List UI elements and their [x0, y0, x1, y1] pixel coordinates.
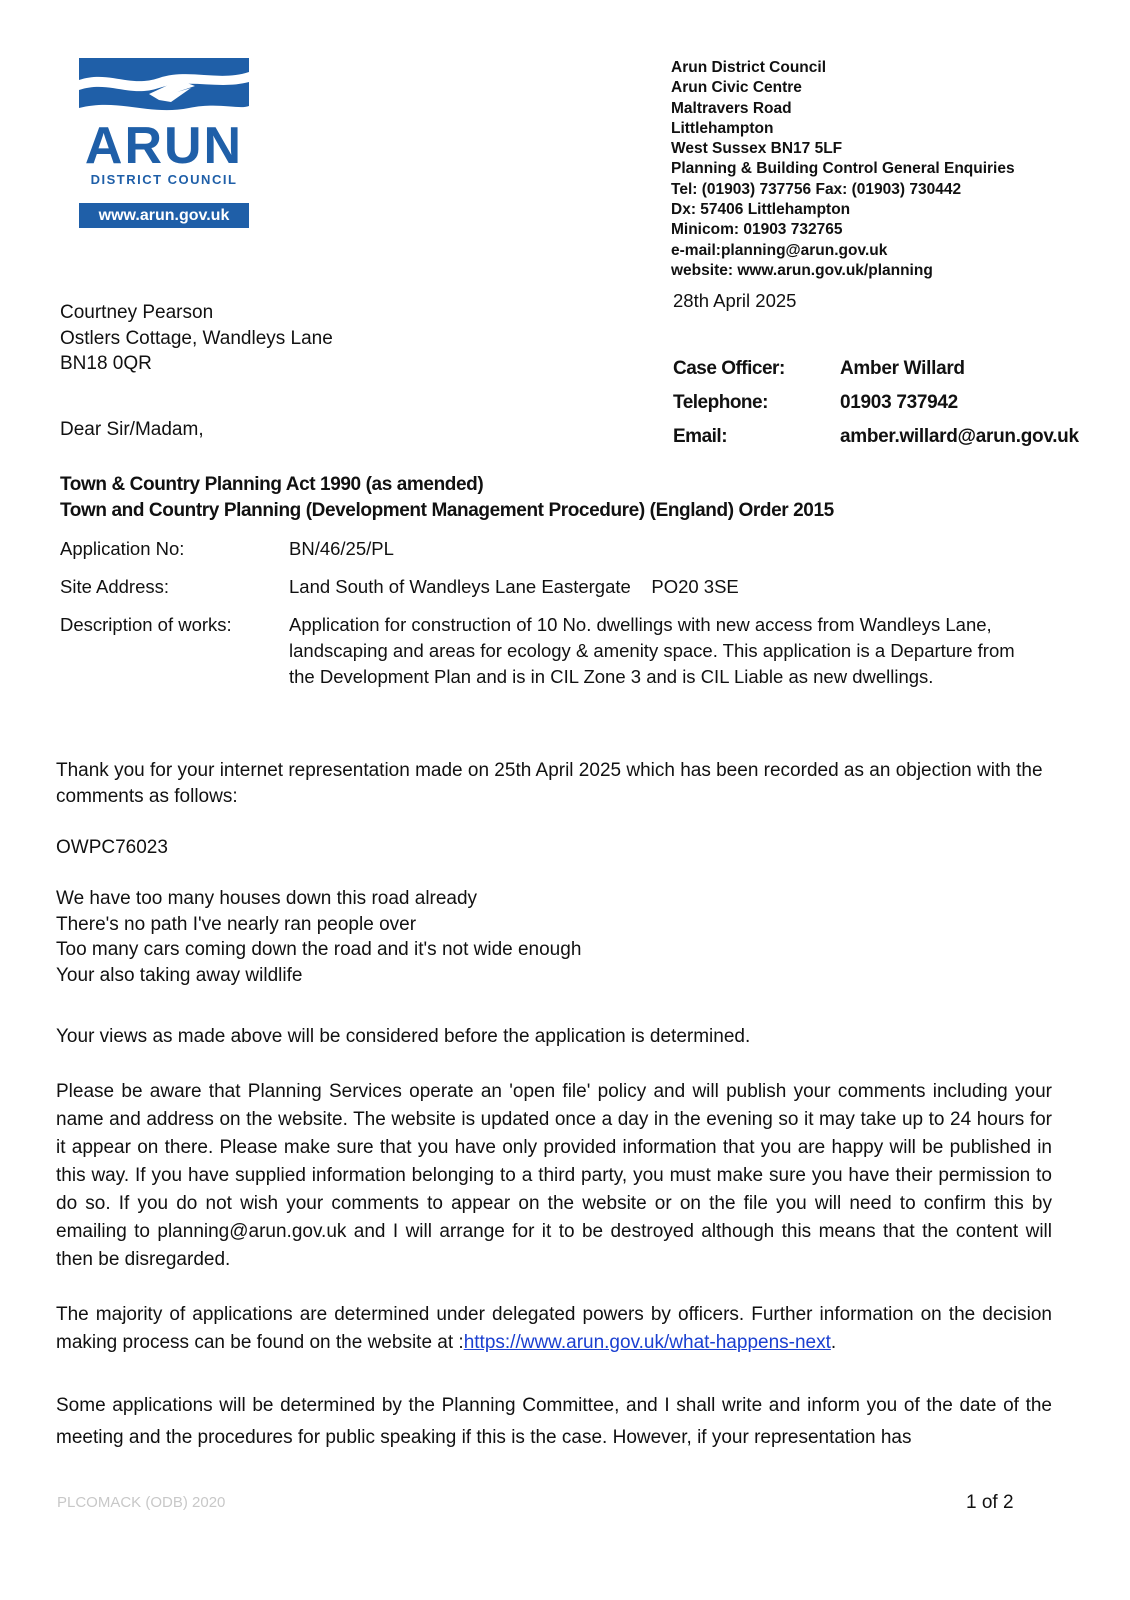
comment-line: We have too many houses down this road already	[56, 888, 478, 909]
case-officer-block	[673, 352, 1079, 454]
act-title: Town & Country Planning Act 1990 (as amended)	[60, 474, 484, 495]
council-line: Minicom: 01903 732765	[671, 221, 843, 239]
council-line: e-mail:planning@arun.gov.uk	[671, 241, 888, 259]
arun-logo	[79, 58, 249, 228]
council-line: Maltravers Road	[671, 99, 792, 117]
open-file-paragraph: Please be aware that Planning Services operate an 'open file' policy and will publish your comments including your name and address on the website. The website is updated once a day in the evening so it may take up to 24 hours for it appear on there. Please make sure that you have only provided information that you are happy will be published in this way. If you have supplied information belonging to a third party, you must make sure you have their permission to do so. If you do not wish your comments to appear on the website or on the file you will need to confirm this by emailing to planning@arun.gov.uk and I will arrange for it to be destroyed although this means that the content will then be disregarded.	[56, 1081, 1052, 1270]
logo-url: www.arun.gov.uk	[79, 203, 249, 228]
officer-email: amber.willard@arun.gov.uk	[840, 426, 1079, 447]
sentence-end: .	[830, 1332, 837, 1353]
application-no: BN/46/25/PL	[289, 538, 394, 559]
council-address	[671, 58, 1015, 281]
council-line: Littlehampton	[671, 119, 774, 137]
application-no-label: Application No:	[60, 538, 185, 559]
officer-telephone: 01903 737942	[840, 392, 958, 413]
thanks-paragraph: Thank you for your internet representation made on 25th April 2025 which has been recorded as an objection with the comments as follows:	[56, 760, 1043, 807]
recipient-address	[60, 300, 333, 377]
description-of-works: Application for construction of 10 No. dwellings with new access from Wandleys Lane, landscaping and areas for ecology & amenity space. This application is a Departure from the Development Plan and is in CIL Zone 3 and is CIL Liable as new dwellings.	[289, 614, 1015, 687]
comment-line: Too many cars coming down the road and it's not wide enough	[56, 939, 582, 960]
letter-date: 28th April 2025	[673, 290, 797, 311]
footer-reference: PLCOMACK (ODB) 2020	[57, 1494, 226, 1511]
email-label: Email:	[673, 426, 728, 447]
council-line: Arun Civic Centre	[671, 79, 802, 97]
order-title: Town and Country Planning (Development Management Procedure) (England) Order 2015	[60, 500, 834, 521]
recipient-name: Courtney Pearson	[60, 302, 214, 323]
greeting: Dear Sir/Madam,	[60, 419, 204, 440]
council-line: Dx: 57406 Littlehampton	[671, 201, 851, 219]
description-label: Description of works:	[60, 614, 232, 635]
delegated-powers-paragraph	[56, 1301, 1052, 1357]
views-paragraph: Your views as made above will be considered before the application is determined.	[56, 1026, 751, 1047]
bird-wave-emblem-icon	[79, 58, 249, 120]
telephone-label: Telephone:	[673, 392, 768, 413]
objection-comments	[56, 886, 1052, 988]
logo-subtitle: DISTRICT COUNCIL	[90, 172, 238, 187]
recipient-line: Ostlers Cottage, Wandleys Lane	[60, 327, 333, 349]
officer-name: Amber Willard	[840, 358, 965, 379]
representation-reference: OWPC76023	[56, 837, 168, 858]
council-line: West Sussex BN17 5LF	[671, 140, 843, 158]
council-line: Planning & Building Control General Enquiries	[671, 160, 1015, 178]
logo-name: ARUN	[84, 117, 244, 175]
site-address-label: Site Address:	[60, 576, 170, 597]
council-line: Tel: (01903) 737756 Fax: (01903) 730442	[671, 180, 962, 198]
comment-line: Your also taking away wildlife	[56, 964, 303, 986]
legislation-heading	[60, 472, 834, 524]
committee-paragraph: Some applications will be determined by the Planning Committee, and I shall write and inform you of the date of the meeting and the procedures for public speaking if this is the case. However, if your representation has	[56, 1395, 1052, 1448]
officer-label: Case Officer:	[673, 358, 785, 379]
council-line: Arun District Council	[671, 59, 827, 76]
what-happens-next-link[interactable]: https://www.arun.gov.uk/what-happens-next	[463, 1332, 831, 1353]
delegated-powers-text: The majority of applications are determined under delegated powers by officers. Further information on the decision making process can be found on the website at :	[56, 1304, 1052, 1353]
council-line: website: www.arun.gov.uk/planning	[671, 261, 933, 279]
application-details	[60, 536, 1060, 702]
site-address: Land South of Wandleys Lane Eastergate PO20 3SE	[289, 576, 739, 597]
page-number: 1 of 2	[966, 1492, 1014, 1513]
recipient-postcode: BN18 0QR	[60, 353, 152, 374]
comment-line: There's no path I've nearly ran people over	[56, 913, 417, 935]
